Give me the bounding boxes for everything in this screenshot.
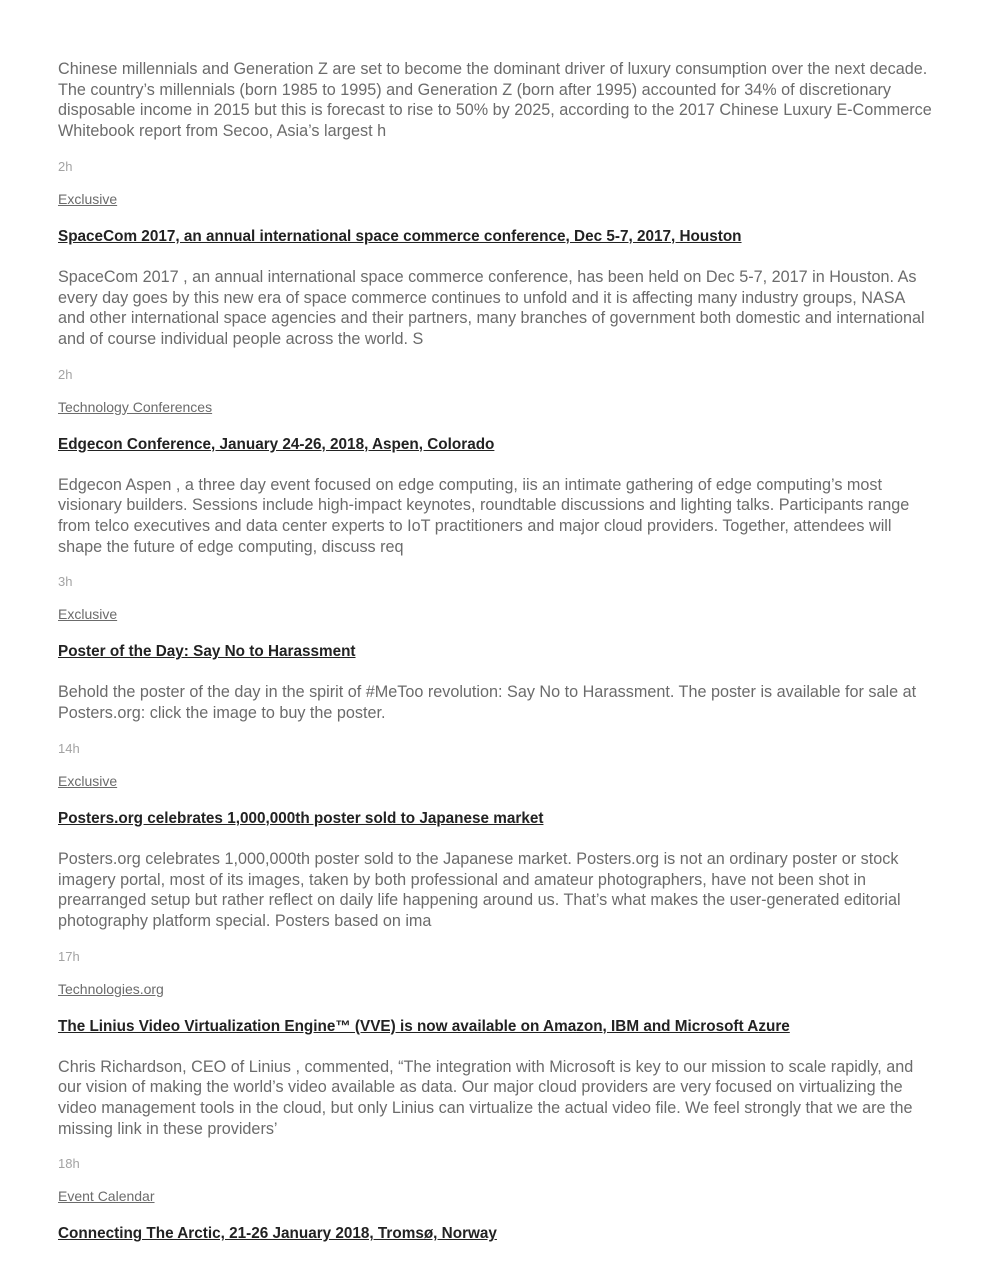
item-excerpt: Behold the poster of the day in the spirit of #MeToo revolution: Say No to Harassment. The poster is available for sale at Posters.org: click the image to buy the poster.	[58, 683, 917, 723]
item-excerpt: Edgecon Aspen , a three day event focused on edge computing, iis an intimate gathering of edge computing’s most visionary builders. Sessions include high-impact keynotes, roundtable discussions and lighting talks. Participants range from telco executives and data center experts to IoT practitioners and major cloud providers. Together, attendees will shape the future of edge computing, discuss req	[58, 475, 910, 556]
item-timestamp: 18h	[58, 1156, 80, 1172]
headline-link[interactable]: Edgecon Conference, January 24-26, 2018, Aspen, Colorado	[58, 435, 495, 453]
item-excerpt: SpaceCom 2017 , an annual international space commerce conference, has been held on Dec 5-7, 2017 in Houston. As every day goes by this new era of space commerce continues to unfold and it is affecting many industry groups, NASA and other international space agencies and their partners, many branches of government both domestic and international and of course individual people across the world. S	[58, 267, 925, 348]
headline-link[interactable]: The Linius Video Virtualization Engine™ (VVE) is now available on Amazon, IBM and Microsoft Azure	[58, 1017, 790, 1035]
category-link[interactable]: Technologies.org	[58, 980, 164, 997]
lead-timestamp: 2h	[58, 158, 73, 174]
category-link[interactable]: Exclusive	[58, 606, 118, 623]
category-link[interactable]: Exclusive	[58, 190, 118, 207]
item-excerpt: Posters.org celebrates 1,000,000th poster sold to the Japanese market. Posters.org is not an ordinary poster or stock imagery portal, most of its images, taken by both professional and amateur photographers, have not been shot in prearranged setup but rather reflect on daily life happening around us. That’s what makes the user-generated editorial photography platform special. Posters based on ima	[58, 849, 901, 930]
feed-item	[58, 773, 933, 965]
headline-link[interactable]: Poster of the Day: Say No to Harassment	[58, 643, 356, 661]
headline-link[interactable]: Connecting The Arctic, 21-26 January 2018, Tromsø, Norway	[58, 1225, 497, 1243]
feed-item	[58, 191, 933, 383]
headline-link[interactable]: Posters.org celebrates 1,000,000th poster sold to Japanese market	[58, 809, 544, 827]
item-timestamp: 3h	[58, 574, 73, 590]
item-timestamp: 14h	[58, 740, 80, 756]
category-link[interactable]: Technology Conferences	[58, 398, 213, 415]
item-timestamp: 2h	[58, 366, 73, 382]
item-timestamp: 17h	[58, 948, 80, 964]
category-link[interactable]: Event Calendar	[58, 1188, 155, 1205]
item-excerpt: Chris Richardson, CEO of Linius , commented, “The integration with Microsoft is key to our mission to scale rapidly, and our vision of making the world’s video available as data. Our major cloud providers are very focused on virtualizing the video management tools in the cloud, but only Linius can virtualize the actual video file. We feel strongly that we are the missing link in these providers’	[58, 1057, 914, 1138]
headline-link[interactable]: SpaceCom 2017, an annual international space commerce conference, Dec 5-7, 2017, Houston	[58, 227, 742, 245]
lead-excerpt: Chinese millennials and Generation Z are set to become the dominant driver of luxury consumption over the next decade. The country’s millennials (born 1985 to 1995) and Generation Z (born after 1995) accounted for 34% of discretionary disposable income in 2015 but this is forecast to rise to 50% by 2025, according to the 2017 Chinese Luxury E-Commerce Whitebook report from Secoo, Asia’s largest h	[58, 60, 932, 141]
feed-item	[58, 981, 933, 1173]
feed-item	[58, 399, 933, 591]
feed-item	[58, 606, 933, 756]
category-link[interactable]: Exclusive	[58, 772, 118, 789]
feed-item	[58, 1188, 933, 1243]
